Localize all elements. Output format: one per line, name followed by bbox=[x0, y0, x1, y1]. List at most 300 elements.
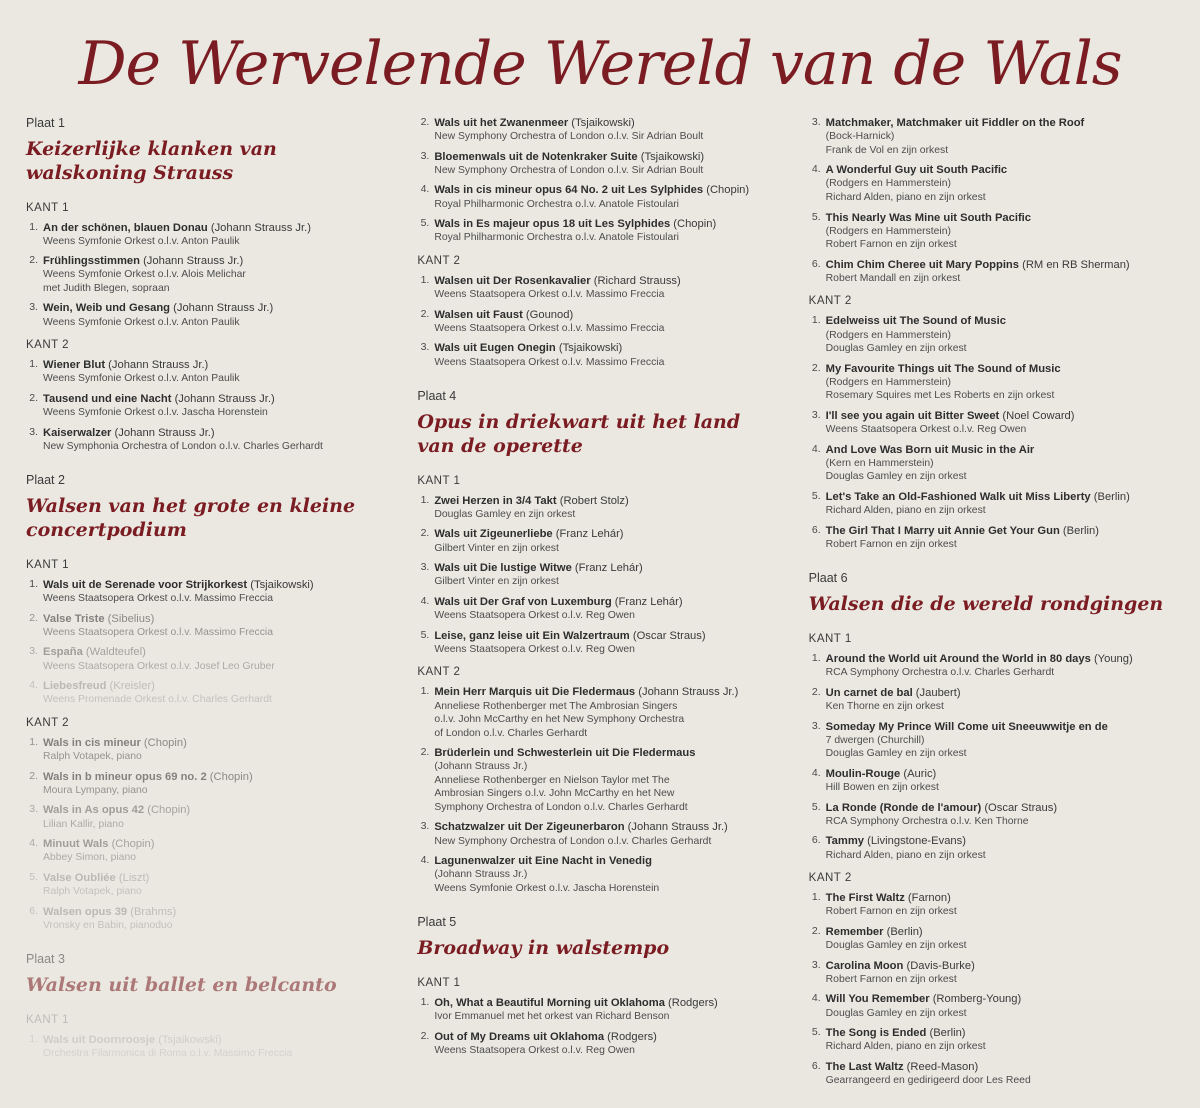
track-number: 4. bbox=[29, 679, 38, 692]
track-performer: 7 dwergen (Churchill) bbox=[825, 734, 925, 746]
track-performer: Ralph Votapek, piano bbox=[43, 886, 142, 898]
track-performer: (Rodgers en Hammerstein) bbox=[825, 178, 951, 190]
side-label: KANT 1 bbox=[26, 558, 70, 571]
track-performer: Richard Alden, piano en zijn orkest bbox=[825, 1041, 986, 1053]
track-composer: (Franz Lehár) bbox=[611, 595, 683, 608]
track-number: 2. bbox=[811, 361, 821, 374]
track-performer: Richard Alden, piano en zijn orkest bbox=[825, 191, 986, 203]
track-number: 6. bbox=[811, 1059, 821, 1072]
track-composer: (Chopin) bbox=[703, 184, 750, 197]
side-label: KANT 1 bbox=[26, 201, 70, 214]
track-composer: (Gounod) bbox=[522, 308, 574, 321]
side-label: KANT 1 bbox=[417, 977, 461, 990]
track-performer: Robert Farnon en zijn orkest bbox=[825, 906, 957, 918]
track-title: Mein Herr Marquis uit Die Fledermaus bbox=[434, 686, 636, 699]
track-performer: Weens Staatsopera Orkest o.l.v. Josef Leo Gruber bbox=[43, 660, 275, 672]
track-composer: (Jaubert) bbox=[912, 686, 961, 699]
track-composer: (Rodgers) bbox=[604, 1030, 657, 1043]
track-composer: (Noel Coward) bbox=[999, 409, 1075, 422]
track-number: 1. bbox=[29, 220, 38, 233]
track-item bbox=[26, 837, 391, 865]
track-performer: Robert Farnon en zijn orkest bbox=[825, 239, 957, 251]
track-item bbox=[417, 996, 782, 1024]
track-composer: (Romberg-Young) bbox=[929, 993, 1022, 1006]
track-number: 3. bbox=[420, 149, 430, 162]
track-number: 4. bbox=[811, 992, 821, 1005]
track-performer: Ivor Emmanuel met het orkest van Richard Benson bbox=[434, 1011, 670, 1023]
track-composer: (Tsjaikowski) bbox=[568, 117, 635, 129]
track-item bbox=[417, 116, 782, 144]
track-title: The Song is Ended bbox=[825, 1027, 927, 1040]
track-performer: Douglas Gamley en zijn orkest bbox=[825, 471, 967, 483]
track-item bbox=[417, 746, 782, 814]
track-performer: Symphony Orchestra of London o.l.v. Charles Gerhardt bbox=[434, 801, 688, 813]
track-item bbox=[417, 561, 782, 589]
track-performer: RCA Symphony Orchestra o.l.v. Charles Gerhardt bbox=[825, 667, 1055, 679]
track-title: Wals uit Der Graf von Luxemburg bbox=[434, 595, 612, 608]
track-title: My Favourite Things uit The Sound of Music bbox=[825, 362, 1061, 375]
track-performer: Weens Symfonie Orkest o.l.v. Anton Paulik bbox=[43, 235, 240, 247]
side-label: KANT 1 bbox=[26, 1014, 70, 1027]
record-spacer bbox=[417, 375, 782, 389]
track-number: 3. bbox=[811, 408, 821, 421]
track-performer: (Kern en Hammerstein) bbox=[825, 457, 934, 469]
track-title: I'll see you again uit Bitter Sweet bbox=[825, 409, 1000, 422]
track-item bbox=[809, 891, 1174, 919]
track-item bbox=[26, 358, 391, 386]
record-spacer bbox=[26, 1067, 391, 1081]
track-title: The Girl That I Marry uit Annie Get Your Gun bbox=[825, 524, 1060, 537]
track-title: Leise, ganz leise uit Ein Walzertraum bbox=[434, 629, 630, 642]
track-composer: (Oscar Straus) bbox=[981, 801, 1058, 814]
track-composer: (Kreisler) bbox=[106, 680, 155, 693]
track-number: 2. bbox=[29, 254, 38, 267]
track-item bbox=[417, 183, 782, 211]
track-performer: Lilian Kallir, piano bbox=[43, 818, 124, 830]
tracklist-columns bbox=[26, 116, 1174, 1108]
track-list bbox=[417, 274, 782, 369]
track-performer: Weens Staatsopera Orkest o.l.v. Massimo Freccia bbox=[43, 626, 274, 638]
track-title: Minuut Wals bbox=[43, 838, 109, 851]
track-performer: (Johann Strauss Jr.) bbox=[434, 869, 528, 881]
track-performer: Ralph Votapek, piano bbox=[43, 751, 142, 763]
track-composer: (Berlin) bbox=[1090, 490, 1130, 503]
track-composer: (Chopin) bbox=[108, 838, 155, 851]
track-item bbox=[417, 685, 782, 740]
track-title: Kaiserwalzer bbox=[43, 426, 112, 439]
track-composer: (Franz Lehár) bbox=[552, 528, 624, 541]
track-performer: RCA Symphony Orchestra o.l.v. Ken Thorne bbox=[825, 815, 1029, 827]
track-title: Matchmaker, Matchmaker uit Fiddler on the Roof bbox=[825, 117, 1085, 129]
track-performer: Weens Staatsopera Orkest o.l.v. Massimo Freccia bbox=[434, 356, 665, 368]
track-composer: (Franz Lehár) bbox=[571, 562, 643, 575]
track-number: 4. bbox=[811, 442, 821, 455]
track-item bbox=[417, 274, 782, 302]
track-performer: Weens Staatsopera Orkest o.l.v. Reg Owen bbox=[434, 1045, 635, 1057]
track-item bbox=[417, 595, 782, 623]
track-item bbox=[809, 211, 1174, 252]
track-title: Wals in b mineur opus 69 no. 2 bbox=[43, 770, 207, 783]
track-number: 2. bbox=[420, 116, 430, 128]
track-title: Oh, What a Beautiful Morning uit Oklahoma bbox=[434, 997, 665, 1010]
track-performer: Ken Thorne en zijn orkest bbox=[825, 701, 944, 713]
track-item bbox=[26, 770, 391, 798]
track-item bbox=[809, 443, 1174, 484]
track-item bbox=[26, 578, 391, 606]
track-item bbox=[26, 221, 391, 249]
track-item bbox=[809, 959, 1174, 987]
track-number: 3. bbox=[29, 803, 38, 816]
track-title: Wein, Weib und Gesang bbox=[43, 302, 171, 315]
track-number: 1. bbox=[420, 493, 430, 506]
track-performer: Anneliese Rothenberger met The Ambrosian Singers bbox=[434, 700, 678, 712]
track-number: 5. bbox=[811, 489, 821, 502]
track-composer: (Liszt) bbox=[115, 871, 150, 884]
track-number: 5. bbox=[811, 1026, 821, 1039]
track-number: 2. bbox=[29, 611, 38, 624]
track-title: Let's Take an Old-Fashioned Walk uit Miss Liberty bbox=[825, 490, 1091, 503]
track-list bbox=[809, 652, 1174, 862]
track-item bbox=[417, 494, 782, 522]
track-item bbox=[26, 736, 391, 764]
track-number: 2. bbox=[29, 391, 38, 404]
track-composer: (RM en RB Sherman) bbox=[1018, 258, 1130, 271]
track-number: 1. bbox=[29, 735, 38, 748]
track-title: Wals uit Die lustige Witwe bbox=[434, 562, 572, 575]
record-title: Opus in driekwart uit het land van de operette bbox=[417, 411, 741, 457]
side-label: KANT 2 bbox=[808, 872, 852, 885]
track-composer: (Robert Stolz) bbox=[556, 494, 629, 507]
track-performer: Weens Symfonie Orkest o.l.v. Anton Paulik bbox=[43, 316, 240, 328]
track-list bbox=[417, 494, 782, 657]
track-title: Remember bbox=[825, 925, 884, 938]
track-performer: Weens Staatsopera Orkest o.l.v. Massimo Freccia bbox=[434, 322, 665, 334]
track-performer: Royal Philharmonic Orchestra o.l.v. Anatole Fistoulari bbox=[434, 232, 679, 244]
track-item bbox=[26, 803, 391, 831]
track-performer: Weens Staatsopera Orkest o.l.v. Massimo Freccia bbox=[43, 593, 274, 605]
track-list bbox=[26, 1033, 391, 1061]
track-item bbox=[809, 686, 1174, 714]
track-number: 3. bbox=[811, 719, 821, 732]
track-item bbox=[417, 150, 782, 178]
track-list bbox=[809, 891, 1174, 1087]
side-label: KANT 2 bbox=[26, 339, 70, 352]
track-composer: (Sibelius) bbox=[104, 612, 155, 625]
track-number: 1. bbox=[29, 1033, 38, 1046]
track-title: Bloemenwals uit de Notenkraker Suite bbox=[434, 150, 638, 163]
track-number: 3. bbox=[420, 561, 430, 574]
track-title: Chim Chim Cheree uit Mary Poppins bbox=[825, 258, 1019, 271]
side-label: KANT 2 bbox=[808, 295, 852, 308]
track-number: 1. bbox=[29, 577, 38, 590]
track-performer: Royal Philharmonic Orchestra o.l.v. Anatole Fistoulari bbox=[434, 198, 679, 210]
track-performer: Orchestra Filarmonica di Roma o.l.v. Massimo Freccia bbox=[43, 1048, 293, 1060]
track-composer: (Johann Strauss Jr.) bbox=[105, 359, 209, 372]
track-performer: Weens Staatsopera Orkest o.l.v. Massimo Freccia bbox=[434, 289, 665, 301]
track-title: Wals uit Zigeunerliebe bbox=[434, 528, 553, 541]
track-title: Wals uit de Serenade voor Strijkorkest bbox=[43, 578, 248, 591]
track-performer: Frank de Vol en zijn orkest bbox=[825, 144, 949, 156]
track-title: Un carnet de bal bbox=[825, 686, 913, 699]
record-spacer bbox=[26, 459, 391, 473]
track-title: Walsen uit Faust bbox=[434, 308, 523, 321]
record-spacer bbox=[417, 1064, 782, 1078]
track-performer: Vronsky en Babin, pianoduo bbox=[43, 919, 173, 931]
track-number: 3. bbox=[811, 116, 821, 128]
track-performer: Weens Symfonie Orkest o.l.v. Jascha Horenstein bbox=[43, 407, 268, 419]
track-performer: New Symphony Orchestra of London o.l.v. Sir Adrian Boult bbox=[434, 164, 704, 176]
track-number: 4. bbox=[420, 854, 430, 867]
page-title: De Wervelende Wereld van de Wals bbox=[78, 29, 1122, 99]
track-item bbox=[809, 524, 1174, 552]
track-composer: (Johann Strauss Jr.) bbox=[635, 686, 739, 699]
track-performer: (Bock-Harnick) bbox=[825, 131, 895, 143]
track-performer: o.l.v. John McCarthy en het New Symphony Orchestra bbox=[434, 714, 685, 726]
track-title: Wiener Blut bbox=[43, 359, 106, 372]
track-title: Wals in As opus 42 bbox=[43, 804, 145, 817]
track-performer: Abbey Simon, piano bbox=[43, 852, 136, 864]
track-performer: Robert Farnon en zijn orkest bbox=[825, 538, 957, 550]
track-item bbox=[417, 1030, 782, 1058]
track-item bbox=[26, 679, 391, 707]
track-item bbox=[809, 163, 1174, 204]
track-item bbox=[417, 820, 782, 848]
track-composer: (Berlin) bbox=[926, 1027, 966, 1040]
track-title: Españа bbox=[43, 646, 83, 659]
track-composer: (Chopin) bbox=[670, 218, 717, 231]
track-performer: Douglas Gamley en zijn orkest bbox=[825, 748, 967, 760]
track-item bbox=[809, 652, 1174, 680]
track-performer: Weens Promenade Orkest o.l.v. Charles Gerhardt bbox=[43, 694, 272, 706]
track-title: Liebesfreud bbox=[43, 680, 107, 693]
track-performer: Gilbert Vinter en zijn orkest bbox=[434, 576, 559, 588]
track-composer: (Berlin) bbox=[1059, 524, 1099, 537]
track-title: Brüderlein und Schwesterlein uit Die Fledermaus bbox=[434, 747, 696, 760]
track-number: 4. bbox=[29, 837, 38, 850]
track-performer: Gilbert Vinter en zijn orkest bbox=[434, 542, 559, 554]
track-number: 2. bbox=[420, 1029, 430, 1042]
track-composer: (Livingstone-Evans) bbox=[864, 835, 966, 848]
track-item bbox=[809, 1060, 1174, 1088]
track-number: 4. bbox=[811, 163, 821, 176]
track-number: 4. bbox=[420, 183, 430, 196]
record-label: Plaat 6 bbox=[808, 571, 848, 586]
tracklist-column bbox=[809, 116, 1174, 1108]
track-list bbox=[417, 685, 782, 895]
track-performer: Weens Staatsopera Orkest o.l.v. Reg Owen bbox=[825, 424, 1027, 436]
track-performer: Robert Mandall en zijn orkest bbox=[825, 272, 961, 284]
track-performer: (Johann Strauss Jr.) bbox=[434, 761, 528, 773]
track-performer: Douglas Gamley en zijn orkest bbox=[825, 940, 967, 952]
track-title: Frühlingsstimmen bbox=[43, 255, 140, 268]
track-title: The Last Waltz bbox=[825, 1060, 904, 1073]
record-label: Plaat 1 bbox=[26, 116, 65, 130]
track-item bbox=[26, 301, 391, 329]
track-title: Someday My Prince Will Come uit Sneeuwwitje en de bbox=[825, 720, 1108, 733]
track-performer: Douglas Gamley en zijn orkest bbox=[434, 508, 576, 520]
track-number: 3. bbox=[420, 341, 430, 354]
track-list bbox=[26, 358, 391, 453]
track-title: Edelweiss uit The Sound of Music bbox=[825, 315, 1006, 328]
record-spacer bbox=[809, 557, 1174, 571]
track-composer: (Chopin) bbox=[206, 770, 253, 783]
record-title: Walsen uit ballet en belcanto bbox=[26, 974, 337, 997]
track-composer: (Auric) bbox=[900, 767, 937, 780]
track-performer: met Judith Blegen, sopraan bbox=[43, 282, 170, 294]
track-item bbox=[809, 1026, 1174, 1054]
track-performer: Weens Staatsopera Orkest o.l.v. Reg Owen bbox=[434, 643, 635, 655]
track-composer: (Johann Strauss Jr.) bbox=[111, 426, 215, 439]
track-title: Schatzwalzer uit Der Zigeunerbaron bbox=[434, 821, 625, 834]
track-number: 6. bbox=[29, 904, 38, 917]
track-number: 2. bbox=[29, 769, 38, 782]
track-number: 2. bbox=[811, 685, 821, 698]
track-composer: (Johann Strauss Jr.) bbox=[207, 221, 311, 234]
track-composer: (Chopin) bbox=[144, 804, 191, 817]
track-performer: Douglas Gamley en zijn orkest bbox=[825, 1007, 967, 1019]
track-title: A Wonderful Guy uit South Pacific bbox=[825, 164, 1008, 177]
track-title: The First Waltz bbox=[825, 892, 905, 905]
track-number: 2. bbox=[420, 527, 430, 540]
track-item bbox=[26, 612, 391, 640]
track-performer: Rosemary Squires met Les Roberts en zijn orkest bbox=[825, 390, 1055, 402]
record-label: Plaat 3 bbox=[26, 952, 65, 967]
track-performer: New Symphonia Orchestra of London o.l.v. Charles Gerhardt bbox=[43, 440, 323, 452]
tracklist-column bbox=[26, 116, 391, 1081]
track-item bbox=[26, 392, 391, 420]
track-list bbox=[417, 996, 782, 1057]
track-number: 5. bbox=[420, 217, 430, 230]
track-item bbox=[809, 116, 1174, 157]
track-number: 6. bbox=[811, 523, 821, 536]
track-composer: (Waldteufel) bbox=[82, 646, 146, 659]
track-performer: Richard Alden, piano en zijn orkest bbox=[825, 505, 986, 517]
track-composer: (Tsjaikowski) bbox=[155, 1034, 222, 1047]
record-spacer bbox=[417, 901, 782, 915]
track-number: 6. bbox=[811, 834, 821, 847]
track-number: 5. bbox=[29, 870, 38, 883]
record-title: Keizerlijke klanken van walskoning Strauss bbox=[26, 138, 277, 184]
track-item bbox=[809, 834, 1174, 862]
track-title: Around the World uit Around the World in 80 days bbox=[825, 653, 1091, 666]
track-number: 1. bbox=[811, 652, 821, 665]
track-title: Wals in cis mineur bbox=[43, 736, 141, 749]
track-item bbox=[417, 854, 782, 895]
track-number: 3. bbox=[29, 425, 38, 438]
record-title: Walsen van het grote en kleine concertpodium bbox=[26, 495, 356, 542]
track-item bbox=[417, 527, 782, 555]
record-title: Broadway in walstempo bbox=[417, 937, 670, 960]
track-item bbox=[26, 645, 391, 673]
track-title: Walsen opus 39 bbox=[43, 905, 128, 918]
track-performer: Hill Bowen en zijn orkest bbox=[825, 782, 939, 794]
track-title: Zwei Herzen in 3/4 Takt bbox=[434, 494, 557, 507]
track-title: Lagunenwalzer uit Eine Nacht in Venedig bbox=[434, 855, 652, 868]
track-composer: (Davis-Burke) bbox=[903, 959, 975, 972]
track-item bbox=[417, 341, 782, 369]
record-label: Plaat 4 bbox=[417, 389, 457, 404]
track-composer: (Tsjaikowski) bbox=[555, 342, 623, 355]
track-composer: (Tsjaikowski) bbox=[637, 150, 705, 163]
record-spacer bbox=[26, 938, 391, 952]
track-number: 1. bbox=[29, 358, 38, 371]
track-item bbox=[417, 629, 782, 657]
track-number: 3. bbox=[29, 645, 38, 658]
track-title: This Nearly Was Mine uit South Pacific bbox=[825, 211, 1032, 224]
track-title: Valse Triste bbox=[43, 612, 105, 625]
track-number: 3. bbox=[420, 820, 430, 833]
track-item bbox=[809, 992, 1174, 1020]
track-number: 6. bbox=[811, 257, 821, 270]
track-item bbox=[417, 308, 782, 336]
track-performer: (Rodgers en Hammerstein) bbox=[825, 329, 951, 341]
track-composer: (Chopin) bbox=[140, 736, 187, 749]
side-label: KANT 2 bbox=[417, 254, 461, 267]
track-title: Wals in cis mineur opus 64 No. 2 uit Les Sylphides bbox=[434, 184, 704, 197]
track-number: 3. bbox=[811, 958, 821, 971]
track-title: Tammy bbox=[825, 835, 864, 848]
track-performer: Weens Symfonie Orkest o.l.v. Alois Melichar bbox=[43, 269, 246, 281]
track-performer: (Rodgers en Hammerstein) bbox=[825, 376, 951, 388]
side-label: KANT 1 bbox=[417, 474, 461, 487]
track-list bbox=[417, 116, 782, 245]
track-title: Wals uit het Zwanenmeer bbox=[434, 117, 569, 129]
track-item bbox=[809, 720, 1174, 761]
track-number: 1. bbox=[420, 685, 430, 698]
track-performer: Douglas Gamley en zijn orkest bbox=[825, 343, 967, 355]
track-title: La Ronde (Ronde de l'amour) bbox=[825, 801, 982, 814]
track-item bbox=[809, 490, 1174, 518]
side-label: KANT 2 bbox=[417, 666, 461, 679]
track-title: An der schönen, blauen Donau bbox=[43, 221, 208, 234]
track-item bbox=[809, 801, 1174, 829]
track-composer: (Johann Strauss Jr.) bbox=[170, 302, 274, 315]
track-title: Wals uit Doornroosje bbox=[43, 1034, 156, 1047]
track-list bbox=[809, 116, 1174, 285]
track-list bbox=[26, 578, 391, 707]
track-composer: (Johann Strauss Jr.) bbox=[624, 821, 728, 834]
track-composer: (Tsjaikowski) bbox=[247, 578, 314, 591]
track-item bbox=[809, 362, 1174, 403]
track-composer: (Richard Strauss) bbox=[590, 274, 681, 287]
track-title: Will You Remember bbox=[825, 993, 930, 1006]
track-composer: (Brahms) bbox=[127, 905, 177, 918]
track-title: Valse Oubliée bbox=[43, 871, 116, 884]
track-performer: Gearrangeerd en gedirigeerd door Les Reed bbox=[825, 1075, 1031, 1086]
track-composer: (Oscar Straus) bbox=[629, 629, 706, 642]
side-label: KANT 2 bbox=[26, 716, 70, 729]
track-item bbox=[26, 1033, 391, 1061]
track-composer: (Rodgers) bbox=[664, 997, 718, 1010]
track-title: And Love Was Born uit Music in the Air bbox=[825, 443, 1035, 456]
track-performer: Weens Symfonie Orkest o.l.v. Jascha Horenstein bbox=[434, 882, 660, 894]
track-performer: Weens Staatsopera Orkest o.l.v. Reg Owen bbox=[434, 610, 635, 622]
track-number: 4. bbox=[420, 594, 430, 607]
track-number: 3. bbox=[29, 301, 38, 314]
track-performer: Weens Symfonie Orkest o.l.v. Anton Paulik bbox=[43, 373, 240, 385]
track-performer: Richard Alden, piano en zijn orkest bbox=[825, 849, 986, 861]
track-item bbox=[417, 217, 782, 245]
track-number: 5. bbox=[811, 210, 821, 223]
track-title: Tausend und eine Nacht bbox=[43, 392, 172, 405]
track-number: 1. bbox=[420, 996, 430, 1009]
record-label: Plaat 5 bbox=[417, 915, 457, 930]
tracklist-column bbox=[417, 116, 782, 1078]
record-title: Walsen die de wereld rondgingen bbox=[808, 593, 1164, 616]
track-number: 1. bbox=[420, 273, 430, 286]
track-number: 1. bbox=[811, 314, 821, 327]
track-item bbox=[809, 409, 1174, 437]
